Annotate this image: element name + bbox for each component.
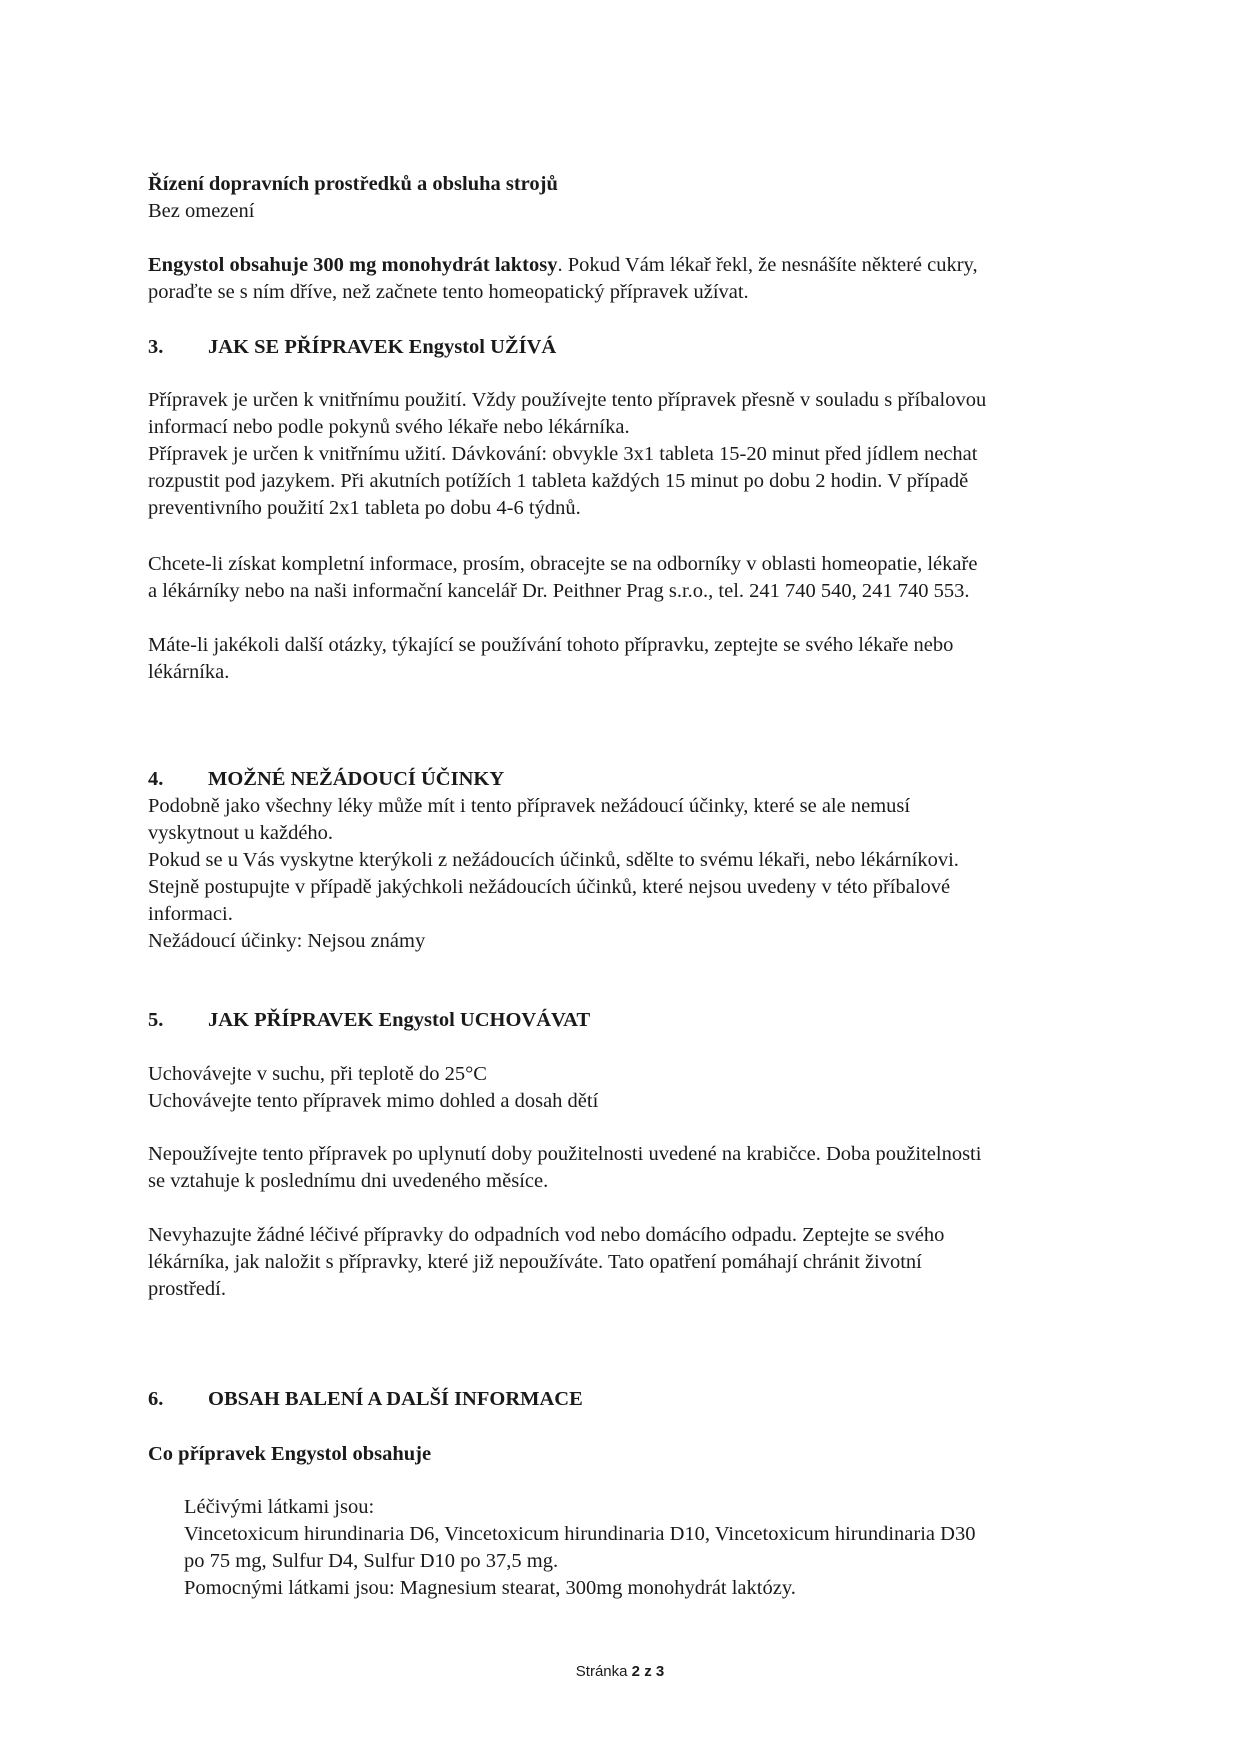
section3-heading — [148, 334, 556, 361]
footer-prefix: Stránka — [575, 1663, 628, 1680]
text-line: Uchovávejte tento přípravek mimo dohled a dosah dětí — [148, 1090, 599, 1112]
section6-number: 6. — [148, 1388, 164, 1410]
section5-title: JAK PŘÍPRAVEK Engystol UCHOVÁVAT — [208, 1009, 591, 1031]
text-line: Máte-li jakékoli další otázky, týkající se používání tohoto přípravku, zeptejte se svého lékaře nebo — [148, 634, 954, 656]
text-line: Nežádoucí účinky: Nejsou známy — [148, 930, 426, 952]
text-line: lékárníka. — [148, 661, 230, 683]
text-line: Nevyhazujte žádné léčivé přípravky do odpadních vod nebo domácího odpadu. Zeptejte se svého — [148, 1224, 945, 1246]
text-line: informací nebo podle pokynů svého lékaře nebo lékárníka. — [148, 416, 630, 438]
text-line: prostředí. — [148, 1278, 226, 1300]
section3-para3 — [148, 632, 1108, 686]
text-line: Přípravek je určen k vnitřnímu použití. Vždy používejte tento přípravek přesně v souladu s příbalovou — [148, 389, 987, 411]
section3-para2 — [148, 551, 1108, 605]
section4-body — [148, 793, 1108, 955]
driving-text: Bez omezení — [148, 200, 255, 222]
section3-para1 — [148, 387, 1108, 522]
text-line: Léčivými látkami jsou: — [184, 1496, 375, 1518]
footer-separator: z — [644, 1663, 652, 1680]
section6-title: OBSAH BALENÍ A DALŠÍ INFORMACE — [208, 1388, 583, 1410]
text-line: Pokud se u Vás vyskytne kterýkoli z nežádoucích účinků, sdělte to svému lékaři, nebo lékárníkovi. — [148, 849, 959, 871]
text-line: a lékárníky nebo na naši informační kancelář Dr. Peithner Prag s.r.o., tel. 241 740 540, 241 740 553. — [148, 580, 970, 602]
driving-title: Řízení dopravních prostředků a obsluha strojů — [148, 173, 558, 195]
text-line: informaci. — [148, 903, 233, 925]
text-line: Přípravek je určen k vnitřnímu užití. Dávkování: obvykle 3x1 tableta 15-20 minut před jídlem nechat — [148, 443, 978, 465]
text-line: preventivního použití 2x1 tableta po dobu 4-6 týdnů. — [148, 497, 581, 519]
section5-para3 — [148, 1222, 1108, 1303]
section5-para1 — [148, 1061, 1108, 1115]
text-line: rozpustit pod jazykem. Při akutních potížích 1 tableta každých 15 minut po dobu 2 hodin. V případě — [148, 470, 969, 492]
lactose-rest: . Pokud Vám lékař řekl, že nesnášíte některé cukry, — [557, 254, 978, 276]
lactose-bold: Engystol obsahuje 300 mg monohydrát laktosy — [148, 254, 558, 276]
section4-heading — [148, 766, 504, 793]
section4-number: 4. — [148, 768, 164, 790]
lactose-line2: poraďte se s ním dříve, než začnete tento homeopatický přípravek užívat. — [148, 281, 749, 303]
text-line: po 75 mg, Sulfur D4, Sulfur D10 po 37,5 mg. — [184, 1550, 559, 1572]
text-line: Pomocnými látkami jsou: Magnesium stearat, 300mg monohydrát laktózy. — [184, 1577, 796, 1599]
section6-ingredients — [184, 1494, 1144, 1602]
text-line: Vincetoxicum hirundinaria D6, Vincetoxicum hirundinaria D10, Vincetoxicum hirundinaria D30 — [184, 1523, 976, 1545]
section6-heading — [148, 1386, 583, 1413]
text-line: Podobně jako všechny léky může mít i tento přípravek nežádoucí účinky, které se ale nemusí — [148, 795, 911, 817]
text-line: se vztahuje k poslednímu dni uvedeného měsíce. — [148, 1170, 549, 1192]
section5-heading — [148, 1007, 590, 1034]
section5-para2 — [148, 1141, 1108, 1195]
text-line: Stejně postupujte v případě jakýchkoli nežádoucích účinků, které nejsou uvedeny v této příbalové — [148, 876, 951, 898]
driving-block — [148, 171, 1108, 225]
text-line: vyskytnout u každého. — [148, 822, 334, 844]
section3-title: JAK SE PŘÍPRAVEK Engystol UŽÍVÁ — [208, 336, 557, 358]
text-line: Uchovávejte v suchu, při teplotě do 25°C — [148, 1063, 487, 1085]
section3-number: 3. — [148, 336, 164, 358]
section6-subtitle: Co přípravek Engystol obsahuje — [148, 1443, 432, 1465]
text-line: Nepoužívejte tento přípravek po uplynutí doby použitelnosti uvedené na krabičce. Doba použitelnosti — [148, 1143, 982, 1165]
footer-total-pages: 3 — [655, 1663, 665, 1680]
section5-number: 5. — [148, 1009, 164, 1031]
section4-title: MOŽNÉ NEŽÁDOUCÍ ÚČINKY — [208, 768, 505, 790]
page-footer — [0, 1662, 1240, 1682]
lactose-block — [148, 252, 1108, 306]
text-line: Chcete-li získat kompletní informace, prosím, obracejte se na odborníky v oblasti homeopatie, lékaře — [148, 553, 978, 575]
footer-current-page: 2 — [631, 1663, 641, 1680]
text-line: lékárníka, jak naložit s přípravky, které již nepoužíváte. Tato opatření pomáhají chránit životní — [148, 1251, 922, 1273]
